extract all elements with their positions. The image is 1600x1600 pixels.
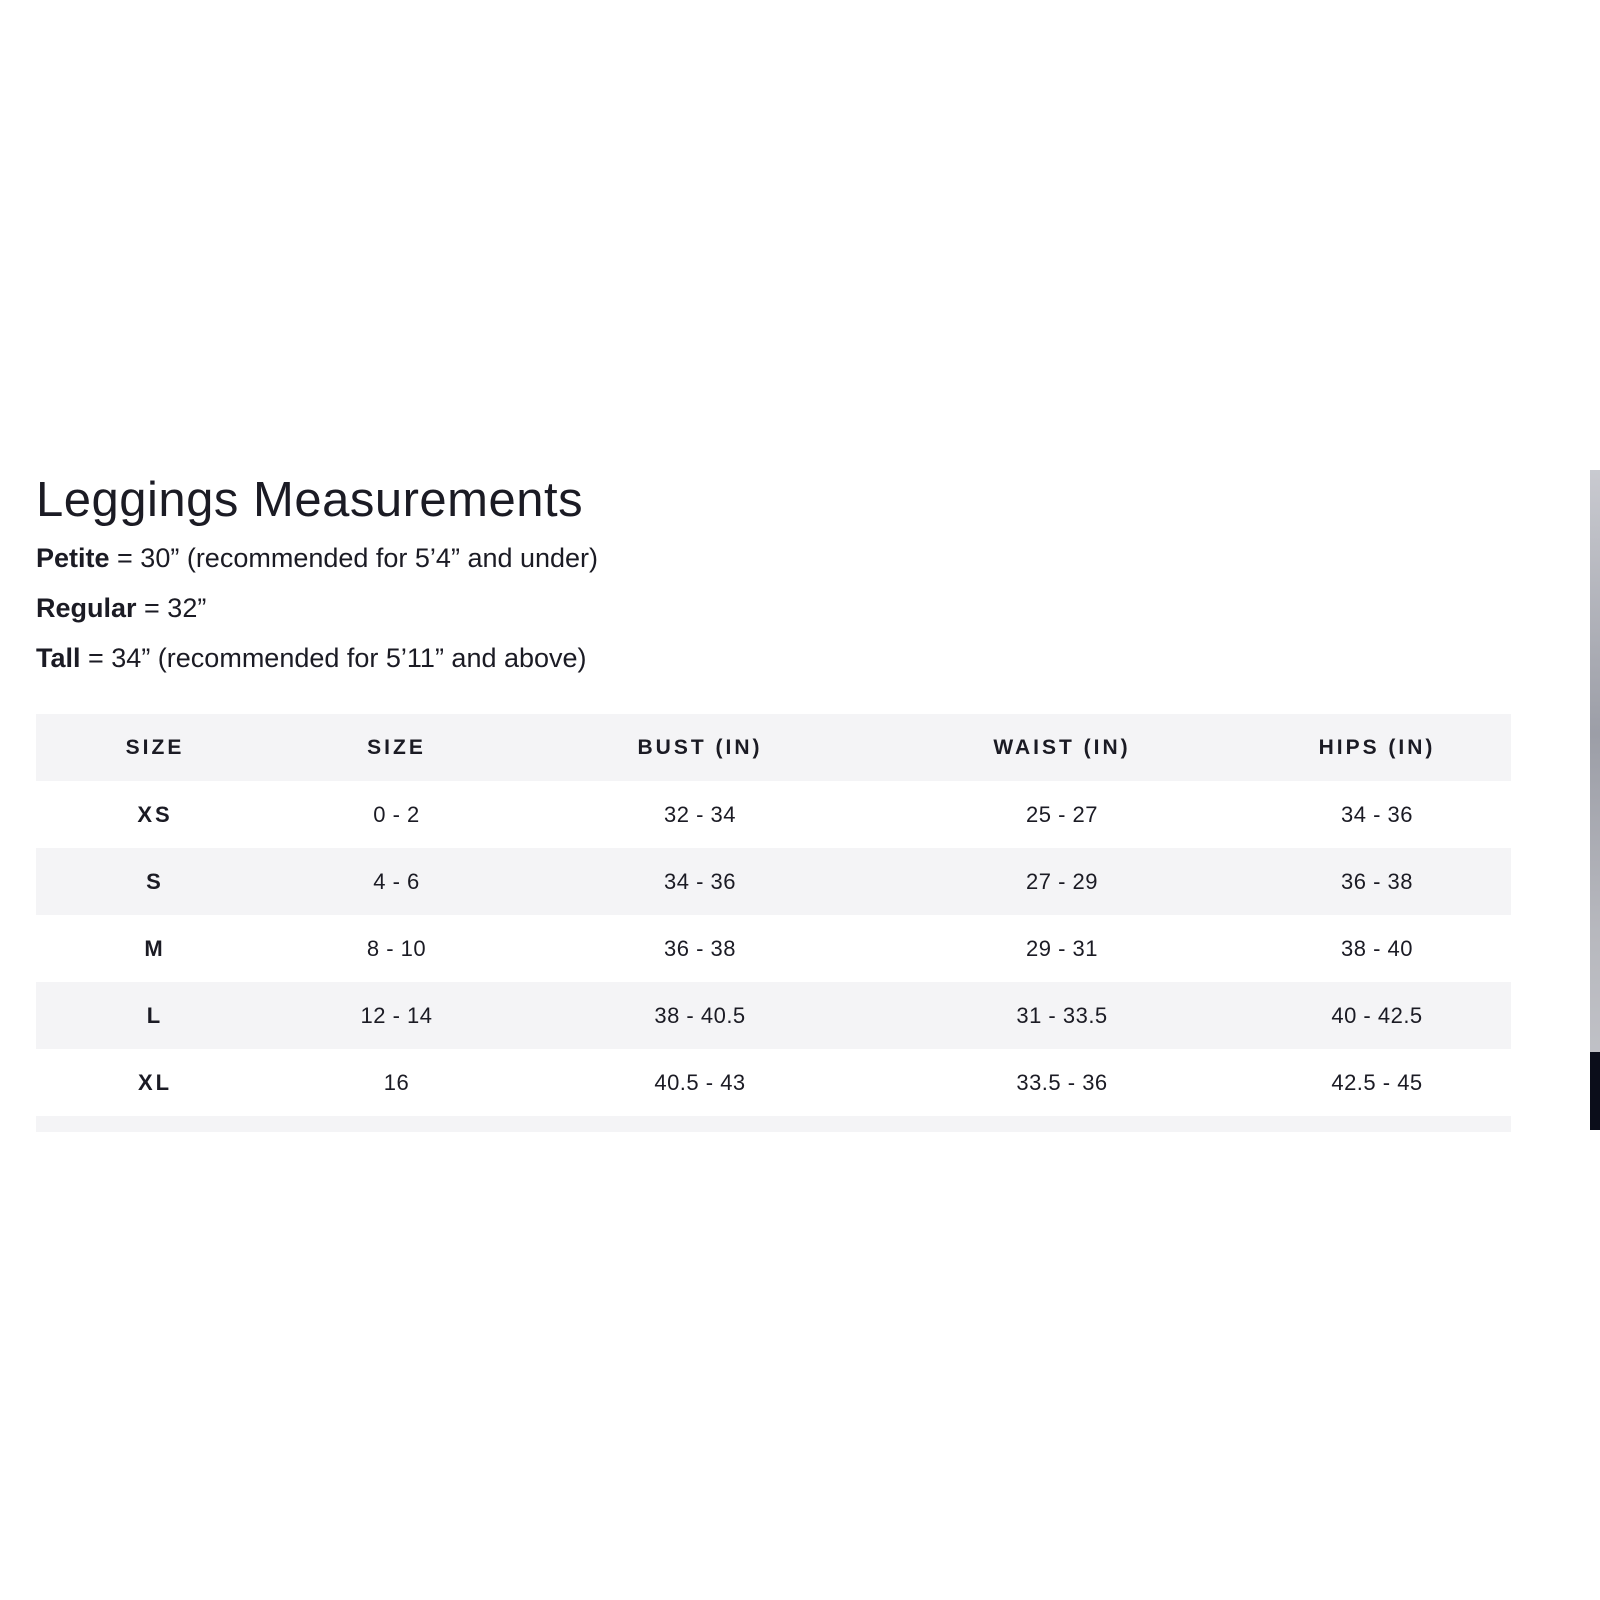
length-name: Tall xyxy=(36,643,81,673)
length-detail: = 30” (recommended for 5’4” and under) xyxy=(109,543,599,573)
length-regular xyxy=(36,592,1511,624)
hips-cell: 38 - 40 xyxy=(1341,935,1413,961)
bust-cell: 32 - 34 xyxy=(664,801,736,827)
bust-cell: 38 - 40.5 xyxy=(519,982,881,1049)
size-cell: M xyxy=(144,935,166,961)
bust-cell: 34 - 36 xyxy=(519,848,881,915)
bust-cell: 36 - 38 xyxy=(664,935,736,961)
size-chart-table xyxy=(36,714,1511,1116)
waist-cell: 29 - 31 xyxy=(1026,935,1098,961)
size-cell: L xyxy=(36,982,274,1049)
hips-cell: 40 - 42.5 xyxy=(1243,982,1511,1049)
numeric-size-cell: 12 - 14 xyxy=(274,982,519,1049)
column-header-waist: WAIST (IN) xyxy=(881,714,1243,781)
waist-cell: 25 - 27 xyxy=(1026,801,1098,827)
table-row xyxy=(36,1049,1511,1116)
hips-cell: 42.5 - 45 xyxy=(1331,1069,1423,1095)
size-cell: XS xyxy=(137,801,173,827)
waist-cell: 31 - 33.5 xyxy=(881,982,1243,1049)
numeric-size-cell: 4 - 6 xyxy=(274,848,519,915)
length-tall xyxy=(36,642,1511,674)
numeric-size-cell: 8 - 10 xyxy=(366,935,427,961)
inseam-lengths xyxy=(36,542,1511,674)
column-header-size-number: SIZE xyxy=(274,714,519,781)
bust-cell: 40.5 - 43 xyxy=(654,1069,746,1095)
length-name: Regular xyxy=(36,593,137,623)
length-detail: = 34” (recommended for 5’11” and above) xyxy=(80,643,587,673)
length-petite xyxy=(36,542,1511,574)
waist-cell: 27 - 29 xyxy=(881,848,1243,915)
table-row xyxy=(36,781,1511,848)
table-cutoff-row xyxy=(36,1116,1511,1132)
column-header-bust: BUST (IN) xyxy=(519,714,881,781)
size-cell: XL xyxy=(137,1069,173,1095)
table-header-row xyxy=(36,714,1511,781)
table-row xyxy=(36,915,1511,982)
waist-cell: 33.5 - 36 xyxy=(1016,1069,1108,1095)
length-detail: = 32” xyxy=(136,593,207,623)
size-cell: S xyxy=(36,848,274,915)
length-name: Petite xyxy=(36,543,110,573)
adjacent-panel-edge xyxy=(1590,470,1600,1130)
page-title: Leggings Measurements xyxy=(36,473,584,527)
column-header-size-letter: SIZE xyxy=(36,714,274,781)
hips-cell: 36 - 38 xyxy=(1243,848,1511,915)
column-header-hips: HIPS (IN) xyxy=(1243,714,1511,781)
table-row xyxy=(36,982,1511,1049)
numeric-size-cell: 16 xyxy=(383,1069,410,1095)
hips-cell: 34 - 36 xyxy=(1341,801,1413,827)
adjacent-panel-dark-edge xyxy=(1590,1052,1600,1130)
table-row xyxy=(36,848,1511,915)
numeric-size-cell: 0 - 2 xyxy=(373,801,420,827)
size-guide-panel xyxy=(36,468,1511,1095)
